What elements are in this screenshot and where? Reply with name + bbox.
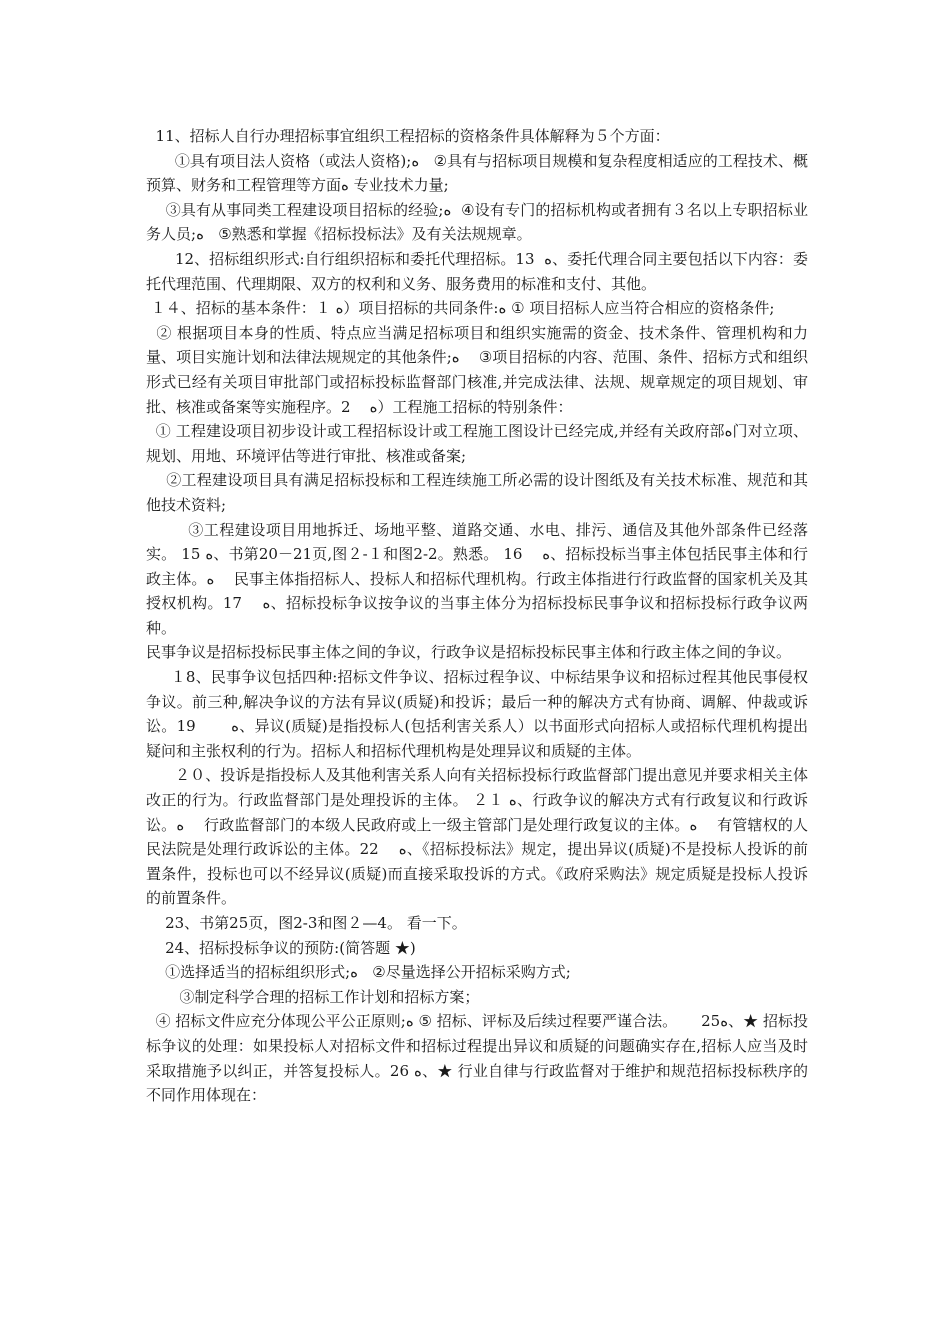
paragraph-8: ②工程建设项目具有满足招标投标和工程连续施工所必需的设计图纸及有关技术标准、规范和其他技术资料; bbox=[146, 471, 808, 514]
document-body bbox=[146, 124, 808, 1108]
paragraph-11: １8、民事争议包括四种:招标文件争议、招标过程争议、中标结果争议和招标过程其他民事侵权争议。前三种,解决争议的方法有异议(质疑)和投诉；最后一种的解决方式有协商、调解、仲裁或诉讼。19 ﻩ、异议(质疑)是指投标人(包括利害关系人）以书面形式向招标人或招标代理机构提出疑问和主张权利的行为。招标人和招标代理机构是处理异议和质疑的主体。 bbox=[146, 668, 808, 760]
paragraph-13: 23、书第25页，图2-3和图２—4。 看一下。 bbox=[146, 914, 467, 932]
paragraph-14: 24、招标投标争议的预防:(简答题 ★) bbox=[146, 938, 416, 957]
paragraph-5: １４、招标的基本条件：１ ﻩ）项目招标的共同条件:ﻩ ① 项目招标人应当符合相应的资格条件; bbox=[146, 299, 775, 318]
paragraph-17: ④ 招标文件应充分体现公平公正原则;ﻩ ⑤ 招标、评标及后续过程要严谨合法。 ﻩ25、★ 招标投标争议的处理：如果投标人对招标文件和招标过程提出异议和质疑的问题确实存在,招标人应当及时采取措施予以纠正，并答复投标人。26 ﻩ、★ 行业自律与行政监督对于维护和规范招标投标秩序的不同作用体现在： bbox=[146, 1012, 808, 1105]
paragraph-1: 11、招标人自行办理招标事宜组织工程招标的资格条件具体解释为５个方面： bbox=[146, 127, 670, 145]
paragraph-7: ① 工程建设项目初步设计或工程招标设计或工程施工图设计已经完成,并经有关政府部ﻩ门对立项、规划、用地、环境评估等进行审批、核准或备案; bbox=[146, 422, 808, 465]
paragraph-3: ③具有从事同类工程建设项目招标的经验;ﻩ ④设有专门的招标机构或者拥有３名以上专职招标业务人员;ﻩ ⑤熟悉和掌握《招标投标法》及有关法规规章。 bbox=[146, 200, 808, 244]
paragraph-12: ２０、投诉是指投标人及其他利害关系人向有关招标投标行政监督部门提出意见并要求相关主体改正的行为。行政监督部门是处理投诉的主体。 ２１ ﻩ、行政争议的解决方式有行政复议和行政诉讼。ﻩ 行政监督部门的本级人民政府或上一级主管部门是处理行政复议的主体。ﻩ 有管辖权的人民法院是处理行政诉讼的主体。22 ﻩ、《招标投标法》规定，提出异议(质疑)不是投标人投诉的前置条件，投标也可以不经异议(质疑)而直接采取投诉的方式。《政府采购法》规定质疑是投标人投诉的前置条件。 bbox=[146, 766, 809, 908]
paragraph-2: ①具有项目法人资格（或法人资格);ﻩ ②具有与招标项目规模和复杂程度相适应的工程技术、概预算、财务和工程管理等方面ﻩ 专业技术力量; bbox=[146, 151, 808, 195]
paragraph-16: ③制定科学合理的招标工作计划和招标方案； bbox=[146, 987, 480, 1006]
paragraph-6: ② 根据项目本身的性质、特点应当满足招标项目和组织实施需的资金、技术条件、管理机构和力量、项目实施计划和法律法规规定的其他条件;ﻩ ③项目招标的内容、范围、条件、招标方式和组织形式已经有关项目审批部门或招标投标监督部门核准,并完成法律、法规、规章规定的项目规划、审批、核准或备案等实施程序。2 ﻩ）工程施工招标的特别条件： bbox=[146, 323, 808, 416]
paragraph-9: ③工程建设项目用地拆迁、场地平整、道路交通、水电、排污、通信及其他外部条件已经落实。 15 ﻩ、书第20－21页,图２-１和图2-2。熟悉。 16 ﻩ、招标投标当事主体包括民事主体和行政主体。ﻩ 民事主体指招标人、投标人和招标代理机构。行政主体指进行行政监督的国家机关及其授权机构。17 ﻩ、招标投标争议按争议的当事主体分为招标投标民事争议和招标投标行政争议两种。 bbox=[146, 520, 808, 637]
paragraph-10: 民事争议是招标投标民事主体之间的争议，行政争议是招标投标民事主体和行政主体之间的争议。 bbox=[146, 643, 792, 662]
paragraph-15: ①选择适当的招标组织形式;ﻩ ②尽量选择公开招标采购方式; bbox=[146, 963, 571, 982]
paragraph-4: 12、招标组织形式:自行组织招标和委托代理招标。13 ﻩ、委托代理合同主要包括以下内容：委托代理范围、代理期限、双方的权利和义务、服务费用的标准和支付、其他。 bbox=[146, 249, 808, 293]
